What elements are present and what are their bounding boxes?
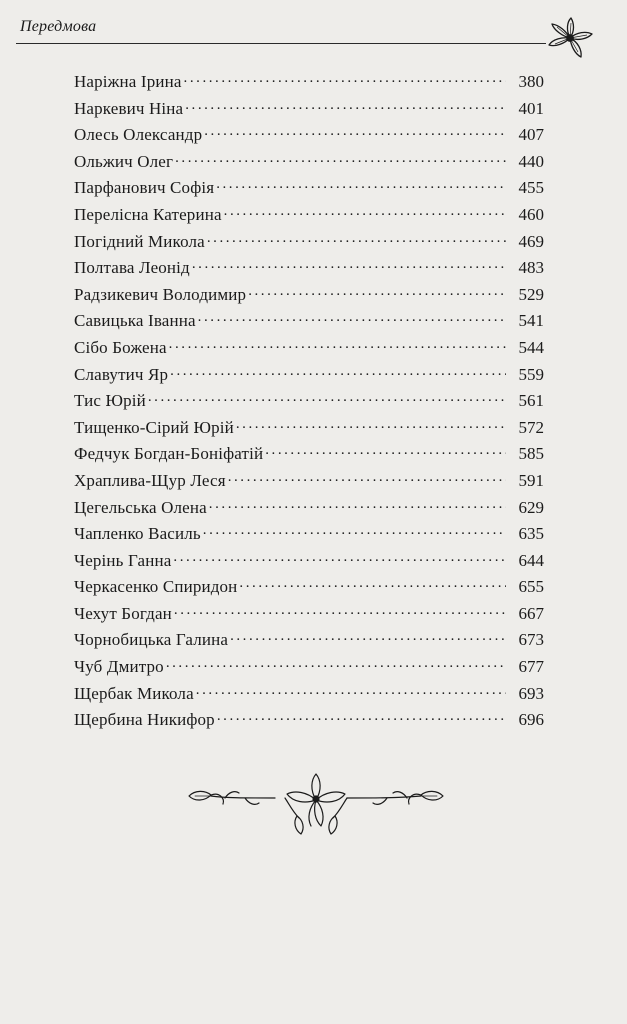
toc-entry-page: 460 [518,204,544,224]
toc-entry-name: Славутич Яр [74,364,169,384]
toc-leader-dots [166,655,506,672]
toc-entry-page: 635 [518,524,544,544]
toc-entry-name: Тищенко-Сірий Юрій [74,417,234,437]
toc-leader-dots [185,97,506,114]
toc-entry [74,575,544,602]
toc-entry-page: 677 [518,657,544,677]
toc-entry-page: 401 [518,98,544,118]
toc-entry-page: 559 [518,364,544,384]
toc-leader-dots [169,336,506,353]
toc-entry-name: Полтава Леонід [74,258,190,278]
toc-leader-dots [248,283,506,300]
toc-entry [74,682,544,709]
toc-entry-page: 693 [518,683,544,703]
toc-entry [74,309,544,336]
toc-entry [74,602,544,629]
toc-entry-page: 591 [518,470,544,490]
toc-entry-page: 572 [518,417,544,437]
toc-entry [74,655,544,682]
toc-entry-name: Тис Юрій [74,391,146,411]
toc-entry-name: Черінь Ганна [74,550,172,570]
toc-entry-page: 455 [518,178,544,198]
toc-entry [74,176,544,203]
toc-entry-page: 655 [518,577,544,597]
toc-leader-dots [217,708,506,725]
toc-leader-dots [239,575,506,592]
toc-entry [74,389,544,416]
toc-entry-page: 469 [518,231,544,251]
toc-entry [74,416,544,443]
toc-entry [74,522,544,549]
toc-leader-dots [148,389,506,406]
toc-entry [74,256,544,283]
toc-leader-dots [209,496,506,513]
toc-entry-page: 380 [518,72,544,91]
toc-entry-name: Ольжич Олег [74,151,174,171]
toc-leader-dots [265,442,506,459]
toc-entry-name: Сібо Божена [74,337,167,357]
toc-entry [74,469,544,496]
toc-leader-dots [173,549,506,566]
toc-entry-page: 644 [518,550,544,570]
toc-entry-name: Погідний Микола [74,231,205,251]
toc-leader-dots [228,469,506,486]
toc-entry-name: Щербак Микола [74,683,194,703]
toc-leader-dots [196,682,506,699]
toc-entry-page: 561 [518,391,544,411]
toc-entry-name: Чапленко Василь [74,524,201,544]
toc-entry-name: Щербина Никифор [74,710,215,730]
toc-entry-page: 667 [518,603,544,623]
toc-entry-page: 544 [518,337,544,357]
toc-leader-dots [216,176,506,193]
toc-entry-name: Савицька Іванна [74,311,196,331]
toc-entry [74,283,544,310]
toc-entry-name: Цегельська Олена [74,497,207,517]
toc-entry-page: 673 [518,630,544,650]
running-header-title: Передмова [20,18,97,35]
toc-leader-dots [230,628,506,645]
toc-entry-name: Федчук Богдан-Боніфатій [74,444,264,464]
toc-entry-name: Радзикевич Володимир [74,284,247,304]
toc-entry-page: 585 [518,444,544,464]
toc-entry [74,363,544,390]
toc-entry [74,336,544,363]
toc-entry-name: Парфанович Софія [74,178,215,198]
toc-leader-dots [204,123,506,140]
toc-leader-dots [198,309,506,326]
toc-entry [74,496,544,523]
toc-entry-page: 541 [518,311,544,331]
toc-entry [74,230,544,257]
toc-leader-dots [184,70,506,87]
bleed-through [300,820,500,821]
toc-entry-name: Чуб Дмитро [74,657,164,677]
toc-entry [74,70,544,97]
toc-entry-page: 696 [518,710,544,730]
toc-entry-name: Чорнобицька Галина [74,630,229,650]
toc-leader-dots [175,150,506,167]
floral-divider-icon [185,768,447,838]
toc-entry-name: Перелісна Катерина [74,204,222,224]
toc-leader-dots [203,522,506,539]
toc-entry-name: Храплива-Щур Леся [74,470,226,490]
toc-leader-dots [170,363,506,380]
toc-entry-page: 440 [518,151,544,171]
toc-entry [74,708,544,735]
toc-entry [74,549,544,576]
toc-entry [74,123,544,150]
toc-leader-dots [224,203,506,220]
toc-entry-page: 529 [518,284,544,304]
toc-entry [74,442,544,469]
toc-entry-name: Наркевич Ніна [74,98,184,118]
header-rule [16,43,546,44]
toc-entry-page: 629 [518,497,544,517]
toc-leader-dots [207,230,506,247]
toc-entry-name: Чехут Богдан [74,603,172,623]
toc-leader-dots [192,256,506,273]
flower-icon [544,14,596,62]
toc-entry [74,628,544,655]
toc-entry [74,97,544,124]
toc-leader-dots [174,602,506,619]
toc-entry-name: Черкасенко Спиридон [74,577,238,597]
toc-entry [74,203,544,230]
toc-entry-page: 407 [518,125,544,145]
table-of-contents [74,70,544,735]
toc-entry [74,150,544,177]
toc-leader-dots [236,416,506,433]
toc-entry-page: 483 [518,258,544,278]
toc-entry-name: Наріжна Ірина [74,72,182,91]
toc-entry-name: Олесь Олександр [74,125,203,145]
